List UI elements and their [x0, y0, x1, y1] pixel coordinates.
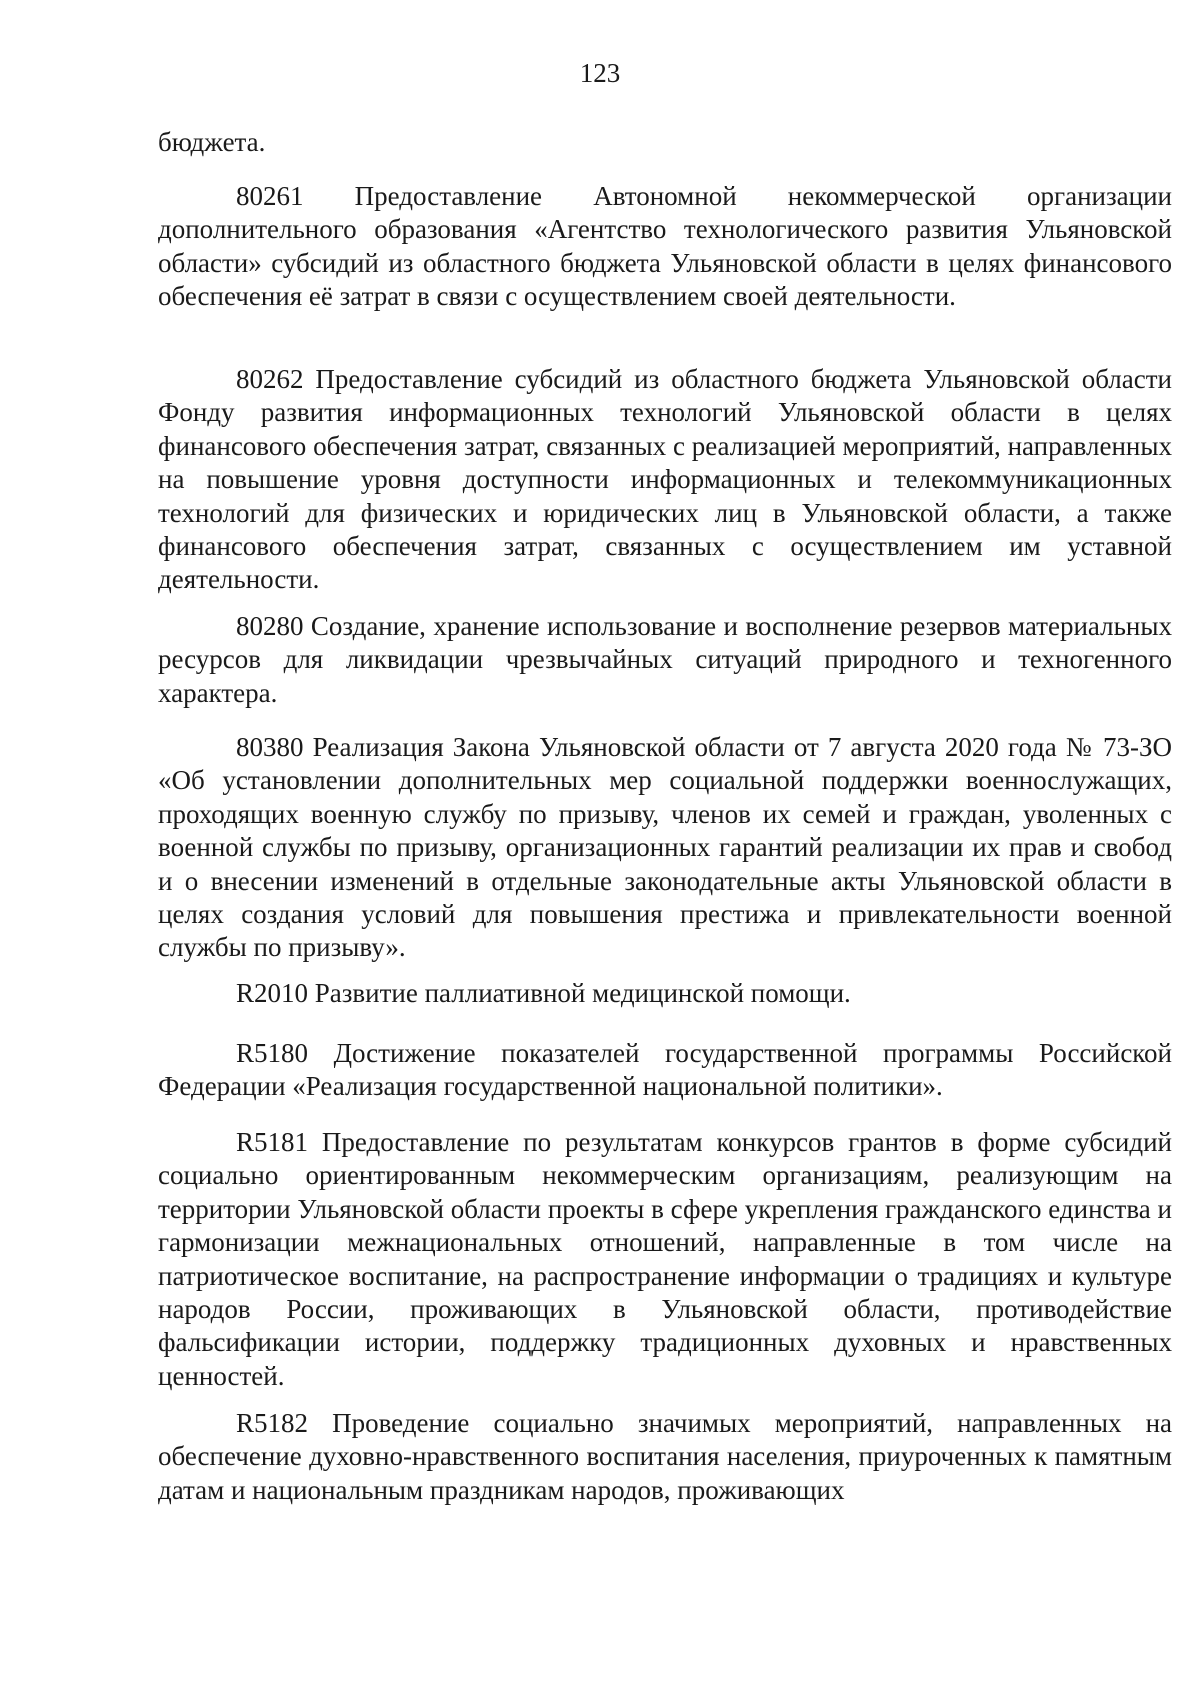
paragraph-80280: 80280 Создание, хранение использование и восполнение резервов материальных ресурсов для ликвидации чрезвычайных ситуаций природного и техногенного характера. — [158, 611, 1172, 708]
paragraph-r5180: R5180 Достижение показателей государственной программы Российской Федерации «Реализация государственной национальной политики». — [158, 1038, 1172, 1102]
paragraph-continuation: бюджета. — [158, 127, 266, 157]
paragraph-80261: 80261 Предоставление Автономной некоммерческой организации дополнительного образования «Агентство технологического развития Ульяновской области» субсидий из областного бюджета Ульяновской области в целях финансового обеспечения её затрат в связи с осуществлением своей деятельности. — [158, 181, 1172, 312]
paragraph-80380: 80380 Реализация Закона Ульяновской области от 7 августа 2020 года № 73-ЗО «Об установлении дополнительных мер социальной поддержки военнослужащих, проходящих военную службу по призыву, членов их семей и граждан, уволенных с военной службы по призыву, организационных гарантий реализации их прав и свобод и о внесении изменений в отдельные законодательные акты Ульяновской области в целях создания условий для повышения престижа и привлекательности военной службы по призыву». — [158, 732, 1172, 963]
paragraph-r5182: R5182 Проведение социально значимых мероприятий, направленных на обеспечение духовно-нравственного воспитания населения, приуроченных к памятным датам и национальным праздникам народов, проживающих — [158, 1408, 1172, 1505]
paragraph-r5181: R5181 Предоставление по результатам конкурсов грантов в форме субсидий социально ориентированным некоммерческим организациям, реализующим на территории Ульяновской области проекты в сфере укрепления гражданского единства и гармонизации межнациональных отношений, направленные в том числе на патриотическое воспитание, на распространение информации о традициях и культуре народов России, проживающих в Ульяновской области, противодействие фальсификации истории, поддержку традиционных духовных и нравственных ценностей. — [158, 1127, 1172, 1391]
paragraph-r2010: R2010 Развитие паллиативной медицинской помощи. — [236, 978, 851, 1008]
paragraph-80262: 80262 Предоставление субсидий из областного бюджета Ульяновской области Фонду развития информационных технологий Ульяновской области в целях финансового обеспечения затрат, связанных с реализацией мероприятий, направленных на повышение уровня доступности информационных и телекоммуникационных технологий для физических и юридических лиц в Ульяновской области, а также финансового обеспечения затрат, связанных с осуществлением им уставной деятельности. — [158, 364, 1172, 595]
page-number: 123 — [579, 58, 621, 88]
